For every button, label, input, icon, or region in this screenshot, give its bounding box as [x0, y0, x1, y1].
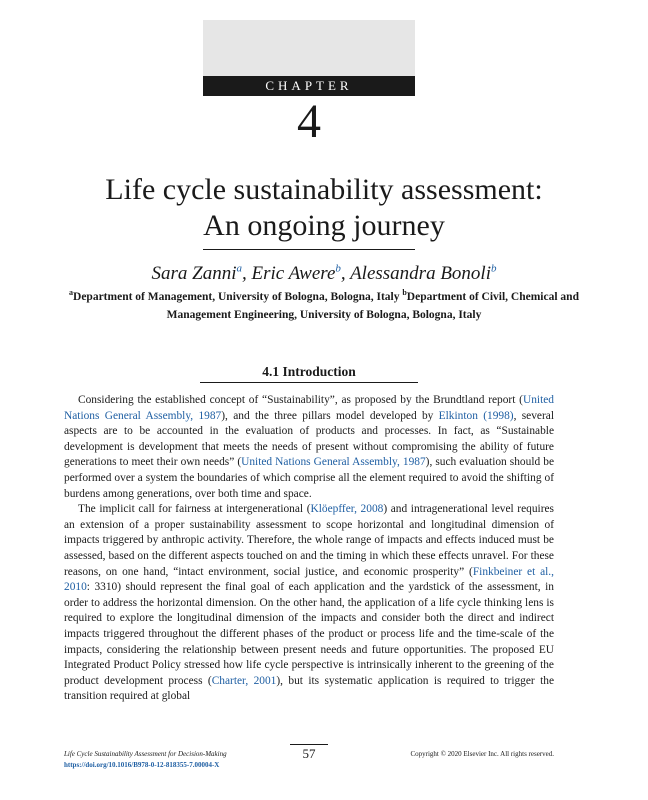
chapter-label: CHAPTER	[203, 76, 415, 96]
citation-link[interactable]: United Nations General Assembly, 1987	[64, 394, 554, 422]
paragraph-text: , several aspects are to be accounted in the evaluation of products and processes. In fact, as “Sustainable development is development that meets the needs of present without compromising the ability of future generations to meet their own needs” (	[64, 409, 554, 469]
author-name: Alessandra Bonoli	[350, 263, 491, 285]
chapter-header-box	[203, 20, 415, 76]
affiliations	[60, 284, 588, 324]
paragraph-text: ), such evaluation should be performed over a system the boundaries of which comprise all the element required to avoid the shifting of burdens among generations, over both time and space.	[64, 456, 554, 500]
section-rule	[200, 382, 418, 383]
author-name: Eric Awere	[251, 263, 336, 285]
paragraph-text: Considering the established concept of “Sustainability”, as proposed by the Brundtland report (	[78, 394, 523, 406]
citation-link[interactable]: United Nations General Assembly, 1987	[241, 456, 426, 469]
body-text	[64, 393, 554, 705]
author-1	[152, 263, 252, 284]
copyright-notice: Copyright © 2020 Elsevier Inc. All rights reserved.	[410, 750, 554, 758]
doi-link[interactable]: https://doi.org/10.1016/B978-0-12-818355-7.00004-X	[64, 761, 220, 769]
author-affiliation-mark[interactable]: b	[491, 263, 497, 275]
author-separator: ,	[242, 263, 252, 285]
chapter-title	[40, 172, 608, 244]
title-rule	[203, 249, 415, 250]
citation-link[interactable]: Charter, 2001	[211, 674, 277, 687]
section-heading: 4.1 Introduction	[262, 364, 356, 379]
affiliation-a-mark: a	[69, 288, 74, 297]
affiliation-b: Department of Civil, Chemical and Management Engineering, University of Bologna, Bologna, Italy	[166, 290, 579, 321]
paragraph-text: ), and the three pillars model developed by	[221, 409, 439, 422]
paragraph-text: : 3310) should represent the final goal of each application and the yardstick of the assessment, in order to address the horizontal dimension. On the other hand, the application of a life cycle thinking lens is required to explore the longitudinal dimension of the impacts and consider both the direct and indirect impacts triggered throughout the different phases of the product or process life and the time-scale of the impacts, considering the relationship between present needs and future opportunities. The proposed EU Integrated Product Policy stressed how life cycle perspective is intrinsically inherent to the greening of the product development process (	[64, 581, 554, 687]
affiliation-b-mark: b	[402, 288, 407, 297]
book-title: Life Cycle Sustainability Assessment for Decision-Making	[64, 750, 227, 758]
citation-link[interactable]: Elkinton (1998)	[438, 409, 514, 422]
citation-link[interactable]: Klöepffer, 2008	[310, 503, 384, 516]
author-separator: ,	[340, 263, 351, 285]
footer-citation	[64, 749, 304, 771]
paragraph	[64, 393, 554, 502]
author-affiliation-mark[interactable]: a	[236, 263, 242, 275]
paragraph	[64, 502, 554, 705]
author-2	[252, 263, 351, 284]
author-name: Sara Zanni	[151, 263, 237, 285]
chapter-number: 4	[297, 95, 321, 148]
page-number: 57	[302, 746, 316, 761]
author-3	[350, 263, 496, 284]
paragraph-text: ) and intragenerational level requires an extension of a proper sustainability assessment to scope horizontal and longitudinal dimension of impacts triggered by anthropic activity. Therefore, the whole range of impacts and effects induced must be assessed, based on the different aspects touched on and the timing in which these effects unravel. For these reasons, on one hand, “intact environment, social justice, and economic prosperity” (	[64, 503, 554, 578]
paragraph-text: ), but its systematic application is required to trigger the transition required at global	[64, 674, 555, 703]
chapter-title-line-2: An ongoing journey	[203, 209, 445, 242]
paragraph-text: The implicit call for fairness at intergenerational (	[78, 503, 311, 516]
author-list	[40, 256, 608, 287]
author-affiliation-mark[interactable]: b	[335, 263, 341, 275]
chapter-title-line-1: Life cycle sustainability assessment:	[105, 173, 543, 206]
affiliation-a: Department of Management, University of Bologna, Bologna, Italy	[73, 290, 403, 303]
citation-link[interactable]: Finkbeiner et al., 2010	[64, 565, 555, 594]
